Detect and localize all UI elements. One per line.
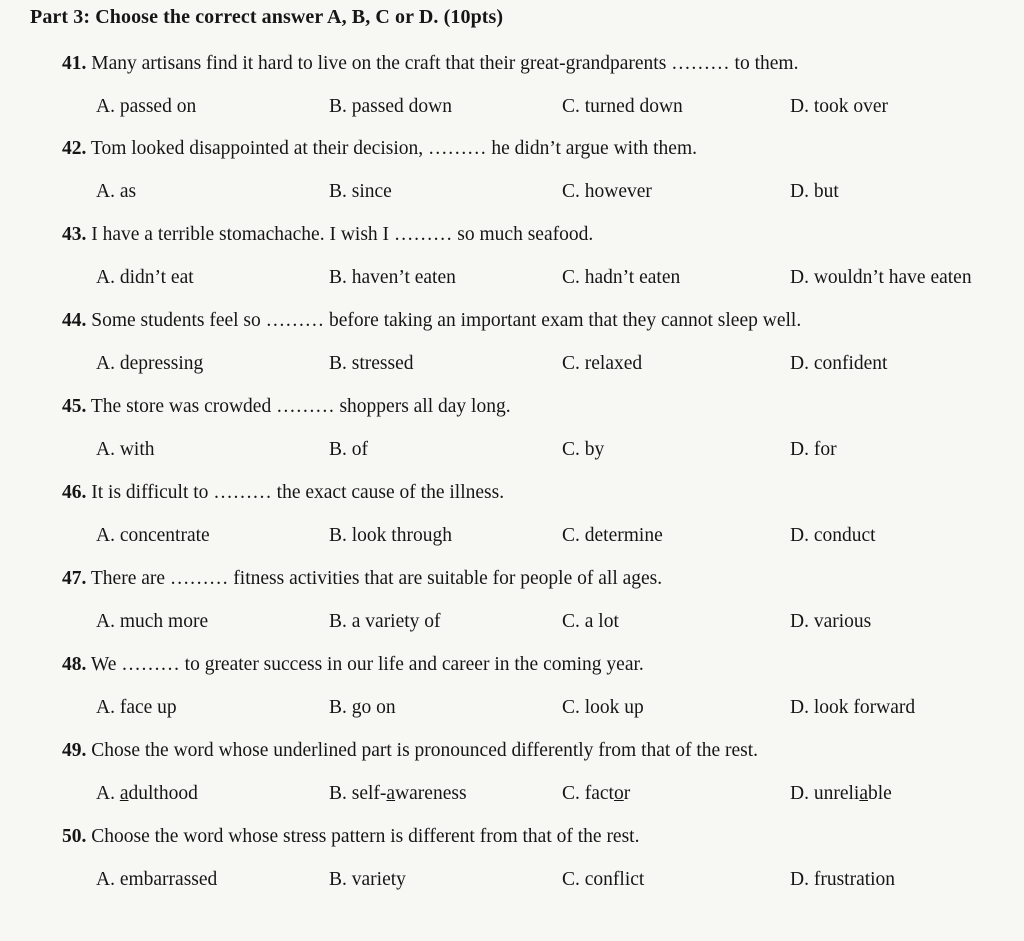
option-d: D. wouldn’t have eaten	[790, 267, 972, 288]
option-a: A. much more	[96, 611, 209, 632]
option-a	[96, 783, 198, 805]
option-prefix: B. self-	[329, 783, 387, 804]
question-stem: Many artisans find it hard to live on the craft that their great-grandparents ……… to them.	[86, 53, 799, 74]
option-c: C. relaxed	[562, 353, 643, 374]
option-b: B. go on	[329, 697, 396, 718]
option-b: B. of	[329, 439, 368, 460]
option-prefix: C. fact	[562, 783, 614, 804]
underlined-part: o	[613, 783, 624, 804]
underlined-part: a	[119, 783, 129, 804]
question-number: 50.	[62, 826, 87, 847]
question-number: 43.	[62, 224, 87, 245]
question-stem: We ……… to greater success in our life and career in the coming year.	[86, 654, 644, 675]
option-d: D. frustration	[790, 869, 896, 890]
option-c: C. hadn’t eaten	[562, 267, 681, 288]
question-stem: There are ……… fitness activities that are suitable for people of all ages.	[86, 568, 663, 589]
option-b: B. a variety of	[329, 611, 441, 632]
option-c: C. determine	[562, 525, 663, 546]
option-b: B. variety	[329, 869, 406, 890]
question-text	[62, 224, 593, 246]
question-text	[62, 396, 511, 418]
option-c: C. by	[562, 439, 605, 460]
option-c: C. a lot	[562, 611, 619, 632]
option-a: A. with	[96, 439, 155, 460]
part-heading: Part 3: Choose the correct answer A, B, C or D. (10pts)	[30, 6, 504, 28]
question-stem: Choose the word whose stress pattern is different from that of the rest.	[86, 826, 640, 847]
option-d: D. confident	[790, 353, 888, 374]
question-number: 47.	[62, 568, 87, 589]
option-d: D. conduct	[790, 525, 876, 546]
option-a: A. as	[96, 181, 137, 202]
option-a: A. concentrate	[96, 525, 210, 546]
option-d: D. took over	[790, 96, 889, 117]
question-text	[62, 654, 644, 676]
question-text	[62, 568, 662, 590]
option-d: D. for	[790, 439, 837, 460]
option-b: B. look through	[329, 525, 452, 546]
option-c: C. turned down	[562, 96, 683, 117]
option-b: B. passed down	[329, 96, 452, 117]
question-text	[62, 826, 639, 848]
question-text	[62, 53, 798, 75]
question-number: 49.	[62, 740, 87, 761]
option-prefix: A.	[96, 783, 120, 804]
option-b	[329, 783, 467, 805]
option-a: A. didn’t eat	[96, 267, 194, 288]
option-a: A. face up	[96, 697, 177, 718]
question-text	[62, 740, 758, 762]
option-suffix: ble	[867, 783, 892, 804]
option-suffix: dulthood	[128, 783, 198, 804]
question-number: 48.	[62, 654, 87, 675]
question-text	[62, 310, 801, 332]
option-prefix: D. unreli	[790, 783, 860, 804]
question-stem: The store was crowded ……… shoppers all day long.	[86, 396, 511, 417]
underlined-part: a	[859, 783, 868, 804]
option-c: C. conflict	[562, 869, 645, 890]
option-c	[562, 783, 630, 805]
option-c: C. however	[562, 181, 652, 202]
option-a: A. embarrassed	[96, 869, 218, 890]
question-number: 41.	[62, 53, 87, 74]
option-d: D. look forward	[790, 697, 916, 718]
option-b: B. stressed	[329, 353, 414, 374]
question-stem: Tom looked disappointed at their decision, ……… he didn’t argue with them.	[86, 138, 697, 159]
option-d: D. but	[790, 181, 839, 202]
question-number: 42.	[62, 138, 87, 159]
option-b: B. since	[329, 181, 392, 202]
option-suffix: r	[623, 783, 631, 804]
question-text	[62, 138, 697, 160]
option-suffix: wareness	[395, 783, 467, 804]
question-stem: Some students feel so ……… before taking an important exam that they cannot sleep well.	[86, 310, 802, 331]
option-a: A. depressing	[96, 353, 204, 374]
question-number: 45.	[62, 396, 87, 417]
question-text	[62, 482, 504, 504]
question-stem: I have a terrible stomachache. I wish I ……… so much seafood.	[86, 224, 594, 245]
option-b: B. haven’t eaten	[329, 267, 456, 288]
question-stem: Chose the word whose underlined part is pronounced differently from that of the rest.	[86, 740, 759, 761]
question-number: 46.	[62, 482, 87, 503]
underlined-part: a	[386, 783, 396, 804]
question-number: 44.	[62, 310, 87, 331]
option-d	[790, 783, 892, 805]
question-stem: It is difficult to ……… the exact cause of the illness.	[86, 482, 505, 503]
option-c: C. look up	[562, 697, 644, 718]
option-a: A. passed on	[96, 96, 197, 117]
option-d: D. various	[790, 611, 872, 632]
